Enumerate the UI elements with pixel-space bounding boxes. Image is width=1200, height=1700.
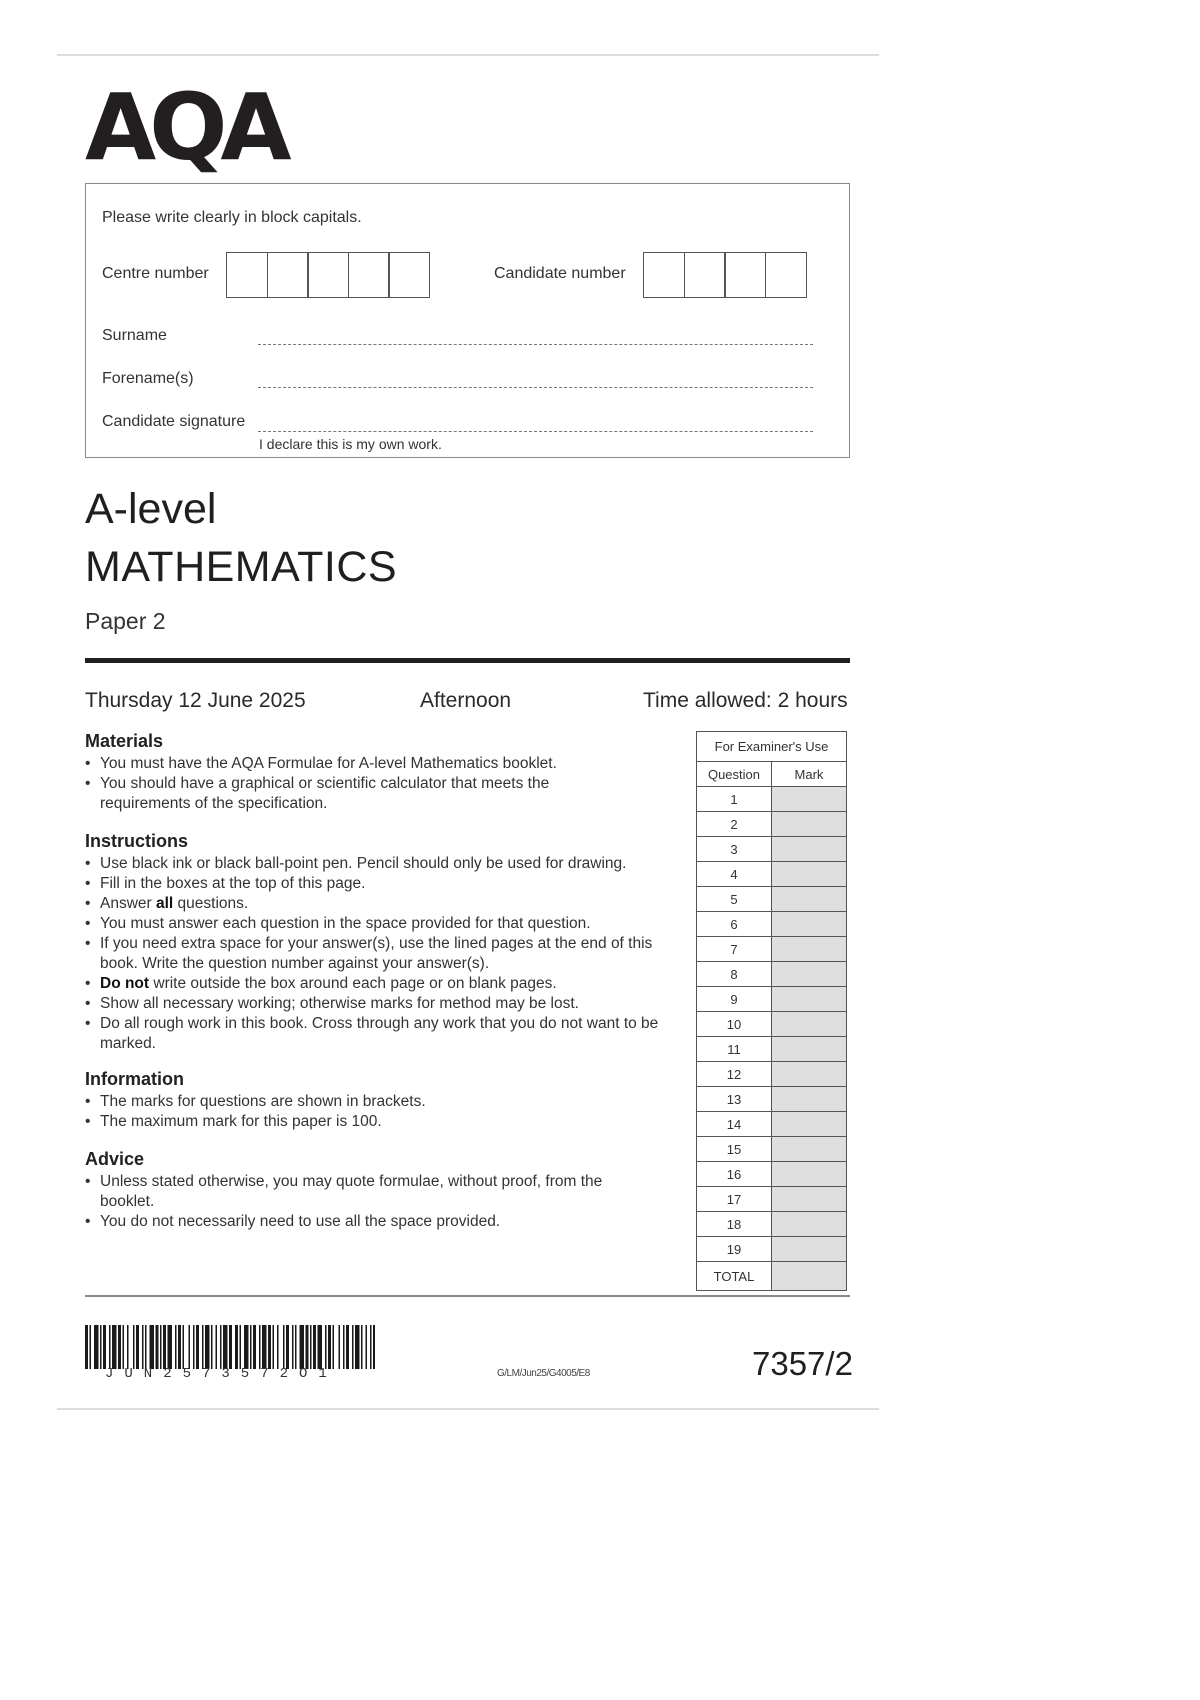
forenames-field[interactable]: [258, 387, 813, 388]
question-number: 9: [697, 987, 772, 1012]
table-row: [697, 837, 847, 862]
bottom-page-rule: [57, 1408, 879, 1410]
table-row: [697, 1062, 847, 1087]
list-item: • Do all rough work in this book. Cross through any work that you do not want to be marked.: [85, 1014, 685, 1054]
question-number: 19: [697, 1237, 772, 1262]
list-item: • Unless stated otherwise, you may quote formulae, without proof, from the booklet.: [85, 1172, 640, 1212]
centre-number-digit-box[interactable]: [348, 252, 390, 298]
list-item: • Use black ink or black ball-point pen. Pencil should only be used for drawing.: [85, 854, 685, 874]
mark-cell: [772, 1212, 847, 1237]
candidate-number-digit-box[interactable]: [724, 252, 766, 298]
barcode-bar: [178, 1325, 181, 1369]
subject-title: MATHEMATICS: [85, 543, 398, 591]
candidate-number-digit-box[interactable]: [684, 252, 726, 298]
centre-number-digit-box[interactable]: [267, 252, 309, 298]
barcode-bar: [306, 1325, 309, 1369]
list-item: • The maximum mark for this paper is 100.: [85, 1112, 685, 1132]
barcode-bar: [366, 1325, 368, 1369]
mark-cell: [772, 1137, 847, 1162]
barcode-bar: [259, 1325, 261, 1369]
barcode-bar: [183, 1325, 185, 1369]
signature-label: Candidate signature: [102, 413, 246, 430]
barcode-bar: [168, 1325, 173, 1369]
surname-label: Surname: [102, 327, 167, 344]
list-item: • You must have the AQA Formulae for A-level Mathematics booklet.: [85, 754, 685, 774]
barcode-bar: [150, 1325, 155, 1369]
title-divider: [85, 658, 850, 663]
barcode-bar: [160, 1325, 162, 1369]
table-row: [697, 787, 847, 812]
list-item: • You should have a graphical or scientific calculator that meets the requirements of the specification.: [85, 774, 610, 814]
mark-cell: [772, 837, 847, 862]
instructions-heading: Instructions: [85, 831, 189, 851]
exam-session: Afternoon: [420, 689, 512, 712]
barcode-bar: [90, 1325, 92, 1369]
barcode-bar: [333, 1325, 335, 1369]
mark-cell: [772, 962, 847, 987]
table-row: [697, 937, 847, 962]
barcode-bar: [283, 1325, 285, 1369]
barcode-bar: [109, 1325, 111, 1369]
question-number: 4: [697, 862, 772, 887]
mark-cell: [772, 987, 847, 1012]
barcode-bar: [373, 1325, 375, 1369]
surname-field[interactable]: [258, 344, 813, 345]
table-row: [697, 1187, 847, 1212]
table-row: [697, 1162, 847, 1187]
materials-heading: Materials: [85, 731, 164, 751]
list-item: • The marks for questions are shown in brackets.: [85, 1092, 685, 1112]
list-item: • Show all necessary working; otherwise marks for method may be lost.: [85, 994, 685, 1014]
qualification-level: A-level: [85, 485, 217, 533]
table-row: [697, 912, 847, 937]
mark-cell: [772, 787, 847, 812]
centre-number-digit-box[interactable]: [226, 252, 268, 298]
barcode-bar: [295, 1325, 297, 1369]
barcode-bar: [133, 1325, 135, 1369]
total-label: TOTAL: [697, 1262, 772, 1291]
barcode-bar: [339, 1325, 341, 1369]
barcode-bar: [189, 1325, 191, 1369]
centre-number-digit-box[interactable]: [307, 252, 349, 298]
barcode-bar: [355, 1325, 360, 1369]
mark-cell: [772, 1162, 847, 1187]
table-row: [697, 812, 847, 837]
question-number: 15: [697, 1137, 772, 1162]
mark-cell: [772, 1112, 847, 1137]
examiners-use-table: [696, 731, 847, 1291]
barcode-bar: [244, 1325, 249, 1369]
list-item: • You do not necessarily need to use all the space provided.: [85, 1212, 685, 1232]
barcode-bar: [268, 1325, 271, 1369]
barcode-bar: [85, 1325, 88, 1369]
barcode-bar: [127, 1325, 129, 1369]
barcode-bar: [253, 1325, 256, 1369]
information-heading: Information: [85, 1069, 184, 1089]
mark-cell: [772, 937, 847, 962]
barcode-bar: [310, 1325, 312, 1369]
mark-cell: [772, 862, 847, 887]
centre-number-digit-box[interactable]: [388, 252, 430, 298]
barcode-bar: [216, 1325, 218, 1369]
materials-section: [85, 731, 685, 814]
aqa-logo: AQA: [85, 74, 285, 181]
barcode-bar: [156, 1325, 159, 1369]
barcode-bar: [100, 1325, 102, 1369]
advice-heading: Advice: [85, 1149, 145, 1169]
candidate-number-boxes: [643, 252, 807, 298]
barcode-bar: [136, 1325, 139, 1369]
question-number: 17: [697, 1187, 772, 1212]
mark-cell: [772, 887, 847, 912]
barcode-bar: [103, 1325, 106, 1369]
barcode-bar: [123, 1325, 125, 1369]
table-row: [697, 1087, 847, 1112]
barcode-bar: [318, 1325, 323, 1369]
candidate-number-label: Candidate number: [494, 265, 626, 282]
barcode-bar: [328, 1325, 331, 1369]
list-item: • Fill in the boxes at the top of this page.: [85, 874, 685, 894]
exam-date: Thursday 12 June 2025: [85, 689, 306, 712]
table-row: [697, 1137, 847, 1162]
table-row: [697, 1212, 847, 1237]
question-number: 18: [697, 1212, 772, 1237]
mark-cell: [772, 1187, 847, 1212]
table-row: [697, 1037, 847, 1062]
table-row: [697, 1012, 847, 1037]
document-reference-code: G/LM/Jun25/G4005/E8: [497, 1368, 590, 1379]
table-row: [697, 1237, 847, 1262]
question-number: 2: [697, 812, 772, 837]
top-page-rule: [57, 54, 879, 56]
own-work-declaration: I declare this is my own work.: [259, 436, 442, 452]
question-number: 8: [697, 962, 772, 987]
centre-number-boxes: [226, 252, 430, 298]
barcode-bar: [202, 1325, 204, 1369]
information-section: [85, 1069, 685, 1132]
question-number: 7: [697, 937, 772, 962]
barcode-bar: [325, 1325, 327, 1369]
time-allowed: Time allowed: 2 hours: [643, 689, 848, 712]
barcode-bar: [211, 1325, 213, 1369]
list-item: • Answer all questions.: [85, 894, 685, 914]
barcode-bar: [235, 1325, 238, 1369]
barcode-bar: [352, 1325, 354, 1369]
table-row: [697, 887, 847, 912]
paper-code: 7357/2: [752, 1345, 853, 1382]
barcode-bar: [142, 1325, 144, 1369]
table-row: [697, 1262, 847, 1291]
question-number: 6: [697, 912, 772, 937]
barcode-bar: [240, 1325, 242, 1369]
mark-column-header: Mark: [772, 762, 847, 787]
barcode-bar: [250, 1325, 252, 1369]
centre-number-label: Centre number: [102, 265, 209, 282]
mark-cell: [772, 912, 847, 937]
mark-cell: [772, 1087, 847, 1112]
barcode-bar: [370, 1325, 372, 1369]
question-number: 5: [697, 887, 772, 912]
barcode-bar: [118, 1325, 121, 1369]
barcode-bar: [229, 1325, 232, 1369]
paper-number: Paper 2: [85, 608, 166, 634]
barcode-bar: [94, 1325, 99, 1369]
list-item: • Do not write outside the box around each page or on blank pages.: [85, 974, 685, 994]
table-row: [697, 987, 847, 1012]
list-item: • You must answer each question in the space provided for that question.: [85, 914, 685, 934]
barcode-bar: [205, 1325, 210, 1369]
block-capitals-instruction: Please write clearly in block capitals.: [102, 209, 362, 226]
barcode-bar: [343, 1325, 345, 1369]
barcode-bar: [223, 1325, 228, 1369]
barcode-text: JUN2573572O1: [105, 1366, 338, 1382]
footer-divider: [85, 1295, 850, 1297]
barcode-bar: [145, 1325, 147, 1369]
barcode-bar: [273, 1325, 275, 1369]
barcode-bar: [292, 1325, 294, 1369]
table-row: [697, 962, 847, 987]
barcode-bar: [193, 1325, 195, 1369]
question-number: 13: [697, 1087, 772, 1112]
barcode-bar: [346, 1325, 349, 1369]
mark-cell: [772, 1237, 847, 1262]
list-item: • If you need extra space for your answer(s), use the lined pages at the end of this book. Write the question number against your answer(s).: [85, 934, 685, 974]
table-row: [697, 862, 847, 887]
mark-cell: [772, 1037, 847, 1062]
forenames-label: Forename(s): [102, 370, 194, 387]
question-number: 3: [697, 837, 772, 862]
question-number: 1: [697, 787, 772, 812]
barcode: [85, 1325, 375, 1369]
advice-section: [85, 1149, 685, 1232]
question-number: 12: [697, 1062, 772, 1087]
instructions-section: [85, 831, 685, 1054]
table-row: [697, 1112, 847, 1137]
barcode-bar: [175, 1325, 177, 1369]
candidate-number-digit-box[interactable]: [765, 252, 807, 298]
examiners-use-title: For Examiner's Use: [697, 732, 847, 762]
mark-cell: [772, 1062, 847, 1087]
question-number: 10: [697, 1012, 772, 1037]
signature-field[interactable]: [258, 431, 813, 432]
question-number: 16: [697, 1162, 772, 1187]
question-number: 14: [697, 1112, 772, 1137]
question-number: 11: [697, 1037, 772, 1062]
barcode-bar: [300, 1325, 305, 1369]
barcode-bar: [196, 1325, 199, 1369]
barcode-bar: [277, 1325, 279, 1369]
candidate-details-box: [85, 183, 850, 458]
candidate-number-digit-box[interactable]: [643, 252, 685, 298]
barcode-bar: [361, 1325, 363, 1369]
barcode-bar: [112, 1325, 117, 1369]
question-column-header: Question: [697, 762, 772, 787]
mark-cell: [772, 1012, 847, 1037]
barcode-bar: [262, 1325, 267, 1369]
total-mark-cell: [772, 1262, 847, 1291]
barcode-bar: [163, 1325, 166, 1369]
barcode-bar: [220, 1325, 222, 1369]
barcode-bar: [286, 1325, 289, 1369]
mark-cell: [772, 812, 847, 837]
barcode-bar: [313, 1325, 316, 1369]
